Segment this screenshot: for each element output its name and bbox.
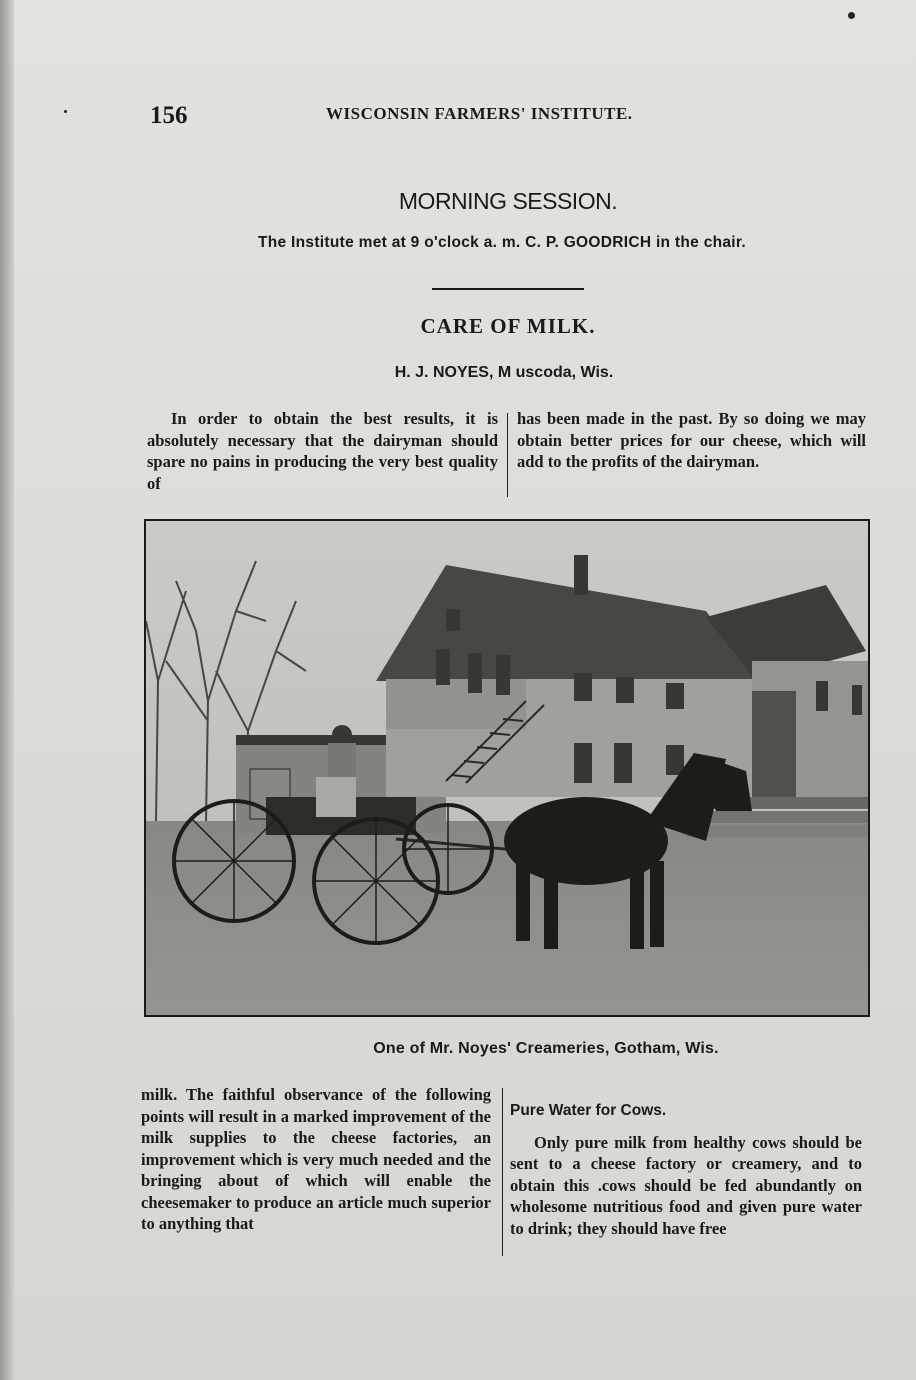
paragraph: milk. The faithful observance of the following points will result in a marked improvement of the milk supplies to the cheese factories, an improvement which is very much needed and the bringing about of which will enable the cheesemaker to produce an article much superior to anything that (141, 1085, 491, 1233)
paragraph: Only pure milk from healthy cows should be sent to a cheese factory or creamery, and to obtain this .cows should be fed abundantly on wholesome nutritious food and given pure water to drink; they should have free (510, 1132, 862, 1238)
session-note: The Institute met at 9 o'clock a. m. C. P. GOODRICH in the chair. (257, 234, 746, 251)
ink-speck (848, 12, 855, 19)
article-author: H. J. NOYES, M uscoda, Wis. (394, 364, 614, 381)
paragraph: has been made in the past. By so doing we may obtain better prices for our cheese, which will add to the profits of the dairyman. (517, 409, 866, 471)
column-divider (507, 413, 508, 497)
text-column-1 (147, 408, 498, 494)
creamery-photo-illustration (146, 521, 868, 1015)
running-head (150, 100, 710, 130)
page-number: 156 (150, 102, 188, 129)
journal-title: WISCONSIN FARMERS' INSTITUTE. (326, 104, 633, 123)
text-column-3 (141, 1084, 491, 1235)
session-title: MORNING SESSION. (398, 188, 618, 214)
ink-speck (64, 110, 67, 113)
text-column-4 (510, 1084, 862, 1239)
article-title: CARE OF MILK. (420, 314, 596, 338)
section-rule (432, 288, 584, 290)
creamery-photograph (144, 519, 870, 1017)
paragraph: In order to obtain the best results, it is absolutely necessary that the dairyman should spare no pains in producing the very best quality of (147, 409, 498, 493)
section-subheading: Pure Water for Cows. (510, 1102, 667, 1119)
text-column-2 (517, 408, 866, 473)
column-divider (502, 1088, 503, 1256)
photo-caption: One of Mr. Noyes' Creameries, Gotham, Wis. (373, 1040, 719, 1057)
